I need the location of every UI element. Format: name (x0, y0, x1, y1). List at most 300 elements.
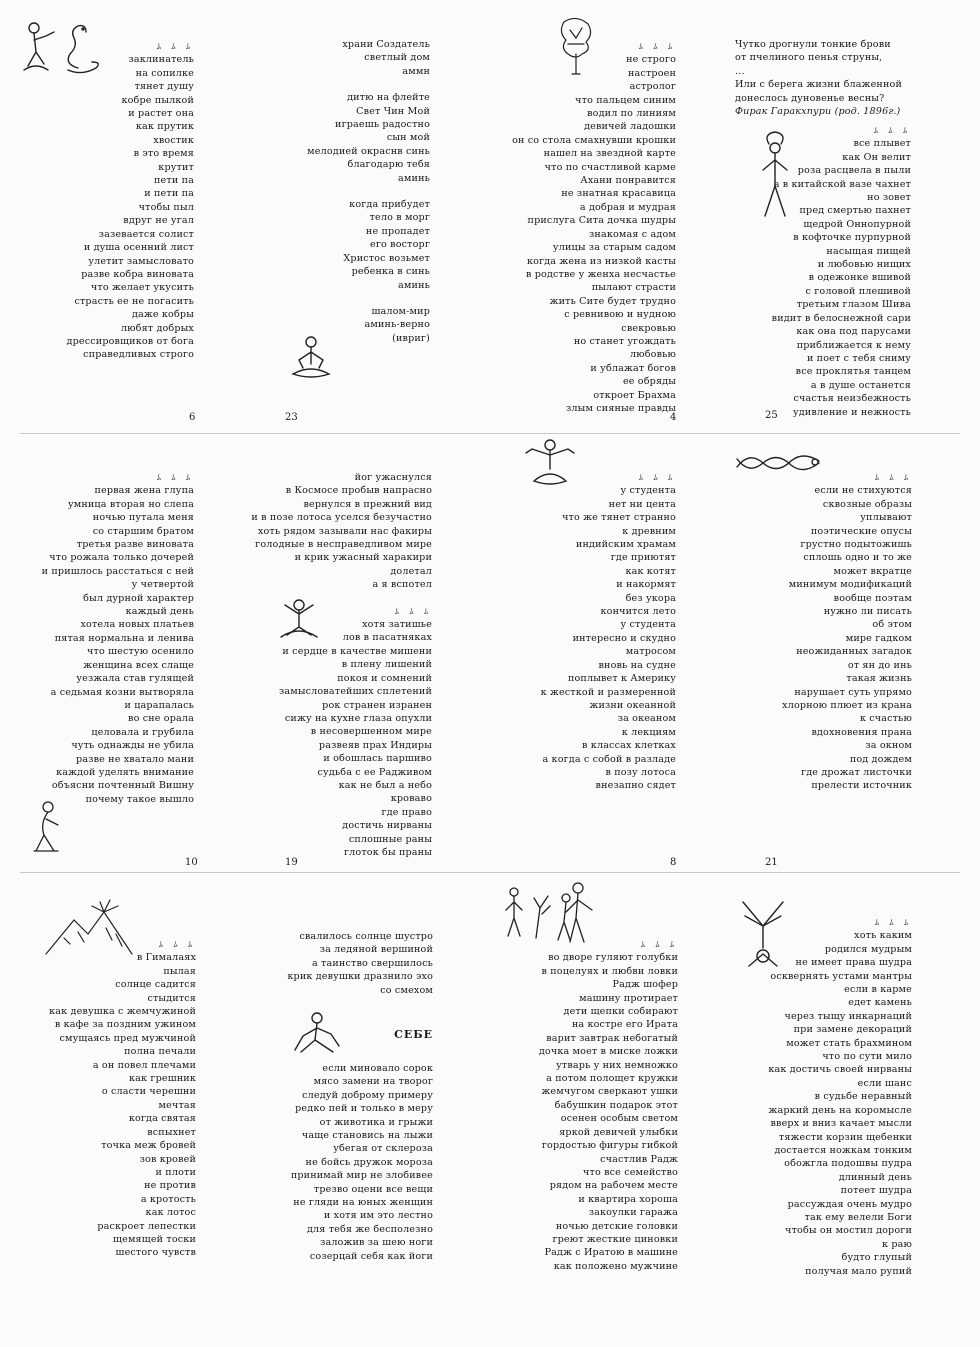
poem-line: насыщая пищей (826, 245, 911, 257)
poem-line: пятая нормальна и ленива (54, 632, 194, 644)
poem-line: закоулки гаража (588, 1207, 678, 1219)
poem-line: как не был а небо (338, 779, 432, 791)
poem-line: аминь (398, 172, 430, 184)
page-10 (0, 449, 245, 898)
poem-line: у студента (620, 619, 676, 631)
poem-line: кобре пылкой (121, 94, 194, 106)
poem-line: не знатная красавица (561, 188, 676, 200)
poem-line: даже кобры (131, 309, 194, 321)
poem-line: крутит (158, 161, 194, 173)
poem-line: яркой девичей улыбки (559, 1126, 678, 1138)
poem-line: кончится лето (600, 606, 676, 618)
poem-line: в Космосе пробыв напрасно (285, 485, 432, 497)
poem-line: видит в белоснежной сари (771, 312, 911, 324)
monkey-figure-icon (30, 799, 64, 855)
poem-line: к жесткой и размеренной (540, 686, 676, 698)
poem-line: жемчугом сверкают ушки (541, 1086, 678, 1098)
poem-line: что желает укусить (90, 282, 194, 294)
poem-line: через тыщу инкарнаций (784, 1010, 912, 1022)
poem-line: и хотя им это лестно (323, 1210, 433, 1222)
poem-shudra (768, 916, 912, 1278)
poem-line: вспыхнет (147, 1126, 196, 1138)
poem-line: дрессировщиков от бога (66, 335, 194, 347)
poem-line: любовью (629, 349, 676, 361)
poem-line: зазевается солист (98, 228, 194, 240)
poem-line: ночью детские головки (555, 1220, 678, 1232)
poem-line: он со стола смахнувши крошки (512, 134, 676, 146)
poem-line: разве кобра виновата (81, 268, 194, 280)
poem-line: вдруг не угал (123, 215, 194, 227)
poem-line: дитю на флейте (347, 92, 430, 104)
poem-line: индийским храмам (575, 539, 676, 551)
poem-line: и сердце в качестве мишени (282, 645, 432, 657)
poem-line: раскроет лепестки (97, 1220, 196, 1232)
poem-line: каждой уделять внимание (56, 766, 194, 778)
poem-line: когда жена из низкой касты (527, 255, 676, 267)
poem-line: в поцелуях и любви ловки (541, 965, 678, 977)
poem-line: едет камень (848, 997, 912, 1009)
poem-line: на костре его Ирата (571, 1019, 678, 1031)
poem-line: в одежонке вшивой (808, 272, 911, 284)
reclining-figure-icon (289, 1010, 347, 1056)
page-number-6: 6 (189, 412, 196, 423)
poem-line: и любовью нищих (817, 259, 911, 271)
poem-line: чуть однажды не убила (71, 740, 194, 752)
poem-line: интересно и скудно (572, 632, 676, 644)
family-scene-icon (496, 878, 606, 946)
poem-line: роза расцвела в пыли (797, 165, 911, 177)
poem-line: покоя и сомнений (337, 672, 432, 684)
poem-line: внезапно сядет (595, 780, 676, 792)
poem-line: когда прибудет (349, 199, 430, 211)
poem-line: Радж с Иратою в машине (544, 1247, 678, 1259)
stanza-mark: ﾑ ﾑ ﾑ (640, 940, 678, 949)
poem-line: в это время (133, 148, 194, 160)
poem-line: хоть каким (854, 930, 912, 942)
poem-line: умница вторая но слепа (67, 498, 194, 510)
poem-line: Христос возьмет (343, 252, 430, 264)
poem-line: не пропадет (365, 225, 430, 237)
poem-line: убегая от склероза (333, 1143, 433, 1155)
poem-line: и царапалась (124, 699, 194, 711)
poem-line: что рожала только дочерей (49, 552, 194, 564)
poem-line: хвостик (153, 134, 194, 146)
poem-line: кроваво (390, 793, 432, 805)
poem-line: бабушкин подарок этот (554, 1099, 678, 1111)
poem-line: машину протирает (579, 992, 678, 1004)
poem-line: достается ножкам тонким (774, 1144, 912, 1156)
poem-line: щемящей тоски (113, 1233, 196, 1245)
page-4 (490, 0, 735, 449)
poem-line: мечтая (158, 1099, 196, 1111)
poem-line: от ян до инь (847, 659, 912, 671)
poem-line: … (735, 65, 745, 77)
poem-line: нарушает суть упрямо (794, 686, 912, 698)
poem-line: достичь нирваны (342, 820, 432, 832)
poem-line: свекровью (621, 322, 676, 334)
poem-line: нет ни цента (608, 498, 676, 510)
poem-line: осенен особым светом (560, 1113, 678, 1125)
poem-line: и плоти (155, 1166, 196, 1178)
poem-line: хотела новых платьев (80, 619, 194, 631)
poem-line: счастья неизбежность (793, 393, 911, 405)
poem-line: хлорною плюет из крана (782, 699, 912, 711)
poem-line: щедрой Оннопурной (803, 218, 911, 230)
poem-line: грустно подытожишь (800, 539, 912, 551)
poem-line: в несовершенном мире (310, 726, 432, 738)
poem-line: девичей ладошки (584, 121, 676, 133)
poem-line: и квартира хороша (578, 1193, 678, 1205)
poem-line: такая жизнь (846, 673, 912, 685)
poem-line: йог ужаснулся (354, 472, 432, 483)
page-radj (490, 898, 735, 1347)
poem-line: все проклятья танцем (795, 366, 911, 378)
poem-line: почему такое вышло (85, 793, 194, 805)
poem-line: сижу на кухне глаза опухли (284, 712, 432, 724)
poem-line: точка меж бровей (101, 1140, 196, 1152)
poem-line: греют жесткие циновки (552, 1233, 678, 1245)
poem-line: может вкратце (833, 565, 912, 577)
page-sebe (245, 898, 490, 1347)
poem-line: свалилось солнце шустро (299, 931, 433, 942)
poem-line: со смехом (380, 984, 433, 996)
poem-line: аминь-верно (364, 319, 430, 331)
poem-line: в кофточке пурпурной (793, 232, 911, 244)
poem-line: объясни почтенный Вишну (51, 780, 194, 792)
poem-line: ребенка в синь (351, 266, 430, 278)
poem-line: со старшим братом (92, 525, 194, 537)
poem-line: уезжала став гулящей (76, 673, 194, 685)
poem-4 (512, 40, 676, 415)
poem-radj (539, 938, 678, 1273)
poem-line: во дворе гуляют голубки (548, 952, 678, 964)
poem-line: голодные в несправедливом мире (255, 539, 432, 551)
poem-line: стыдится (147, 992, 196, 1004)
poem-19 (251, 471, 432, 859)
poem-line: крик девушки дразнило эхо (287, 971, 433, 983)
poem-line: его восторг (370, 239, 430, 251)
poem-line: и обошлась паршиво (323, 753, 432, 765)
poem-line: и крик ужасный харакири (294, 552, 432, 564)
poem-line: не имеет права шудра (795, 957, 912, 969)
poem-line: нашел на звездной карте (543, 148, 676, 160)
poem-line: нужно ли писать (823, 606, 912, 618)
poem-line: что пальцем синим (575, 94, 676, 106)
poem-line: настроен (628, 67, 676, 79)
poem-line: в плену лишений (341, 659, 432, 671)
poem-line: сплошные раны (348, 833, 432, 845)
poem-line: в классах клетках (582, 740, 676, 752)
poem-line: развеяв прах Индиры (318, 739, 432, 751)
poem-line: не против (144, 1180, 196, 1192)
poem-line: и ублажат богов (590, 362, 676, 374)
poem-line: разве не хватало мани (76, 753, 194, 765)
poem-line: Чутко дрогнули тонкие брови (735, 39, 891, 50)
poem-line: когда святая (128, 1113, 196, 1125)
page-number-21: 21 (765, 857, 778, 868)
page-shudra (735, 898, 980, 1347)
poem-line: тело в морг (369, 212, 430, 224)
poem-himalaya (49, 938, 196, 1260)
poem-line: третьим глазом Шива (796, 299, 911, 311)
page-number-4: 4 (670, 412, 677, 423)
poem-line: шестого чувств (115, 1247, 196, 1259)
poem-line: рассуждая очень мудро (787, 1198, 912, 1210)
meditating-figure-icon (287, 334, 335, 384)
poem-line: но зовет (867, 192, 911, 204)
poem-line: об этом (872, 619, 912, 631)
stanza-mark: ﾑ ﾑ ﾑ (874, 918, 912, 927)
poem-line: первая жена глупа (94, 485, 194, 497)
poem-line: был дурной характер (83, 592, 194, 604)
poem-line: как она под парусами (796, 326, 911, 338)
poem-line: обожгла подошвы пудра (784, 1158, 912, 1170)
poem-line: будто глупый (841, 1252, 912, 1264)
poem-line: не бойсь дружок мороза (305, 1156, 433, 1168)
poem-line: счастлив Радж (600, 1153, 678, 1165)
poem-line: и накормят (616, 579, 676, 591)
yogi-figure-icon (277, 597, 321, 643)
poem-line: мире гадком (845, 632, 912, 644)
poem-line: а когда с собой в разладе (542, 753, 676, 765)
poem-line: на сопилке (135, 67, 194, 79)
poem-line: улицы за старым садом (552, 242, 676, 254)
poem-line: целовала и грубила (91, 726, 194, 738)
poem-21 (782, 471, 912, 793)
poem-line: рядом на рабочем месте (549, 1180, 678, 1192)
poem-line: как грешник (129, 1073, 196, 1085)
page-25 (735, 0, 980, 449)
poem-line: а он повел плечами (92, 1059, 196, 1071)
poem-line: пред смертью пахнет (799, 205, 911, 217)
poem-line: солнце садится (115, 979, 196, 991)
poem-line: как положено мужчине (553, 1260, 678, 1272)
poem-line: откроет Брахма (593, 389, 676, 401)
poem-line: вообще поэтам (833, 592, 912, 604)
poem-line: хоть рядом зазывали нас факиры (257, 525, 432, 537)
page-number-19: 19 (285, 857, 298, 868)
poem-line: смущаясь пред мужчиной (59, 1032, 196, 1044)
page-number-25: 25 (765, 410, 778, 421)
poem-line: о сласти черешни (101, 1086, 196, 1098)
poem-line: дети щепки собирают (563, 1006, 678, 1018)
stanza-mark: ﾑ ﾑ ﾑ (394, 606, 432, 616)
poem-line: сквозные образы (822, 498, 912, 510)
poem-line: мелодией окраснв синь (307, 145, 430, 157)
poem-line: а кротость (140, 1193, 196, 1205)
poem-line: водил по линиям (587, 108, 676, 120)
poem-line: любят добрых (120, 322, 194, 334)
poem-line: вновь на судне (598, 659, 676, 671)
stanza-gap (307, 185, 430, 198)
poem-line: без укора (625, 592, 676, 604)
stanza-gap (307, 292, 430, 305)
page-number-10: 10 (185, 857, 198, 868)
poem-line: и душа осенний лист (83, 242, 194, 254)
poem-line: и поет с тебя сниму (806, 352, 911, 364)
poem-title-sebe: СЕБЕ (394, 1028, 433, 1041)
poem-line: прелести источник (811, 780, 912, 792)
poem-8 (541, 471, 676, 793)
stanza-gap (307, 78, 430, 91)
poem-line: и растет она (128, 108, 194, 120)
poem-line: третья разве виновата (76, 539, 194, 551)
poem-line: чтобы он мостил дороги (785, 1225, 912, 1237)
poem-line: что по счастливой карме (544, 161, 676, 173)
poem-25 (772, 124, 911, 419)
poem-line: а я вспотел (372, 579, 432, 591)
poem-line: тяжести корзин щебенки (778, 1131, 912, 1143)
poem-line: вдохновения прана (811, 726, 912, 738)
stanza-mark: ﾑ ﾑ ﾑ (874, 473, 912, 482)
poem-line: вернулся в прежний вид (303, 498, 432, 510)
poem-line: утварь у них немножко (556, 1059, 678, 1071)
poem-line: вверх и вниз качает мысли (770, 1118, 912, 1130)
poem-line: дочка моет в миске ложки (538, 1046, 678, 1058)
poem-line: заложив за шею ноги (320, 1237, 433, 1249)
poem-line: хотя затишье (362, 619, 432, 631)
poem-line: где право (381, 806, 432, 818)
poem-line: не гляди на юных женщин (293, 1197, 433, 1209)
poem-line: и пришлось расстаться с ней (41, 565, 194, 577)
poem-line: удивление и нежность (792, 406, 911, 418)
poem-line: не строго (626, 54, 676, 66)
poem-line: к лекциям (621, 726, 676, 738)
poem-line: а потом полощет кружки (546, 1073, 678, 1085)
poem-line: где дрожат листочки (801, 766, 912, 778)
stanza-mark: ﾑ ﾑ ﾑ (638, 42, 676, 51)
poem-line: а в китайской вазе чахнет (773, 178, 911, 190)
poem-line: улетит замысловато (88, 255, 194, 267)
poem-10 (42, 471, 194, 806)
stanza-mark: ﾑ ﾑ ﾑ (873, 126, 911, 135)
poem-line: чтобы пыл (138, 201, 194, 213)
poem-line: где приютят (610, 552, 676, 564)
poem-line: у четвертой (131, 579, 194, 591)
poem-line: родился мудрым (824, 943, 912, 955)
poem-line: если в карме (844, 984, 912, 996)
stanza-mark: ﾑ ﾑ ﾑ (638, 473, 676, 482)
poem-line: если шанс (857, 1077, 912, 1089)
poem-line: а добрая и мудрая (579, 201, 676, 213)
poem-line: лов в пасатняках (342, 632, 432, 644)
poem-line: как Он велит (842, 151, 911, 163)
poem-line: как лотос (145, 1207, 196, 1219)
poem-line: к раю (881, 1238, 912, 1250)
poem-line: долетал (390, 565, 432, 577)
poem-line: аммн (402, 65, 430, 77)
page-8 (490, 449, 735, 898)
page-number-23: 23 (285, 412, 298, 423)
poem-line: что все семейство (583, 1166, 678, 1178)
poem-line: получая мало рупий (805, 1265, 912, 1277)
poem-line: от животика и грыжи (319, 1116, 433, 1128)
poem-line: а таинство свершилось (311, 957, 433, 969)
poem-line: как девушка с жемчужиной (49, 1006, 196, 1018)
poem-line: а в душе останется (810, 379, 911, 391)
poem-line: заклинатель (128, 54, 194, 66)
poem-line: за ледяной вершиной (319, 944, 433, 956)
stanza-mark: ﾑ ﾑ ﾑ (156, 42, 194, 51)
poem-line: судьба с ее Радживом (317, 766, 432, 778)
poem-line: гордостью фигуры гибкой (541, 1140, 678, 1152)
poem-line: замысловатейших сплетений (278, 686, 432, 698)
page-21 (735, 449, 980, 898)
poem-line: знакомая с адом (589, 228, 676, 240)
poem-line: шалом-мир (371, 305, 430, 317)
poem-line: если не стихуются (814, 485, 912, 497)
poem-line: за океаном (617, 713, 676, 725)
page-number-8: 8 (670, 857, 677, 868)
poem-line: поэтические опусы (810, 525, 912, 537)
poem-line: потеет шудра (840, 1185, 912, 1197)
poem-line: Фирак Гаракхпури (род. 1896г.) (735, 106, 901, 118)
poem-line: в кафе за поздним ужином (54, 1019, 196, 1031)
poem-line: глоток бы праны (343, 846, 432, 858)
poem-line: при замене декораций (793, 1024, 912, 1036)
poem-line: пети па (154, 175, 194, 187)
poem-line: редко пей и только в меру (295, 1103, 433, 1115)
epigraph-25 (735, 38, 902, 118)
poem-line: справедливых строго (83, 349, 194, 361)
poem-line: мясо замени на творог (313, 1076, 433, 1088)
poem-line: поплывет к Америку (567, 673, 676, 685)
poem-line: аминь (398, 279, 430, 291)
poem-line: светлый дом (364, 52, 430, 64)
poem-line: может стать брахмином (786, 1037, 912, 1049)
poem-line: минимум модификаций (788, 579, 912, 591)
poem-line: жизни океанной (589, 699, 676, 711)
poem-line: неожиданных загадок (796, 646, 912, 658)
poem-line: в Гималаях (136, 952, 196, 964)
poem-line: длинный день (838, 1171, 912, 1183)
poem-line: уплывают (860, 512, 912, 524)
poem-line: приближается к нему (796, 339, 911, 351)
poem-line: храни Создатель (342, 39, 430, 50)
poem-line: в позу лотоса (605, 766, 676, 778)
poem-line: в родстве у женха несчастье (526, 268, 676, 280)
poem-line: к счастью (859, 713, 912, 725)
poem-line: прислуга Сита дочка шудры (527, 215, 676, 227)
poem-line: тянет душу (134, 81, 194, 93)
poem-line: Ахани понравится (580, 175, 676, 187)
poem-line: как прутик (135, 121, 194, 133)
poem-line: принимай мир не злобивее (290, 1170, 433, 1182)
poem-line: как котят (625, 565, 676, 577)
poem-line: чаще становись на лыжи (301, 1130, 433, 1142)
poem-line: что же тянет странно (562, 512, 676, 524)
poem-line: женщина всех слаще (83, 659, 194, 671)
poem-sebe (291, 1062, 433, 1263)
poem-line: пылая (163, 965, 196, 977)
page-himalaya (0, 898, 245, 1347)
poem-line: как достичь своей нирваны (768, 1064, 912, 1076)
poem-line: и в позе лотоса уселся безучастно (251, 512, 432, 524)
poem-line: за окном (865, 740, 912, 752)
poem-line: донеслось дуновенье весны? (735, 92, 885, 104)
poem-line: осквернять устами мантры (770, 970, 912, 982)
poem-line: следуй доброму примеру (302, 1089, 433, 1101)
poem-line: играешь радостно (335, 119, 430, 131)
poem-line: созерцай себя как йоги (309, 1250, 433, 1262)
poem-line: так ему велели Боги (804, 1211, 912, 1223)
poem-line: сплошь одно и то же (803, 552, 912, 564)
poem-sebe-top (287, 930, 433, 997)
poem-line: ночью путала меня (92, 512, 194, 524)
page-19 (245, 449, 490, 898)
poem-line: во сне орала (128, 713, 194, 725)
poem-line: с головой плешивой (805, 285, 911, 297)
